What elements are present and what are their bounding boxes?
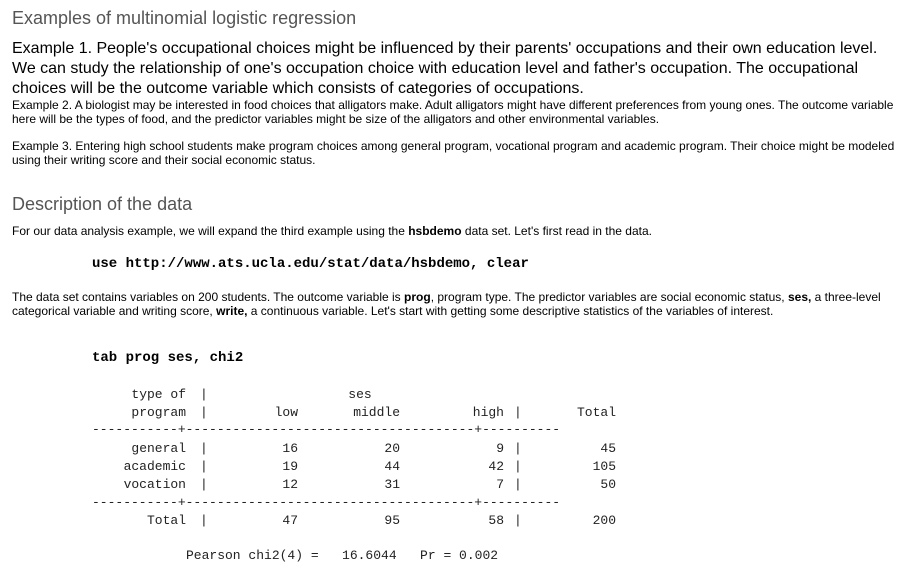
cell-academic-middle: 44 (384, 459, 400, 474)
section-heading: Description of the data (12, 194, 193, 214)
var-ses: ses, (787, 290, 812, 304)
example-2-text: Example 2. A biologist may be interested in food choices that alligators make. Adult alligators might have different preferences from young ones. The outcome variable here will be the types of food, and the predictor variables might be size of the alligators and other environmental variables. (12, 98, 894, 126)
cell-general-high: 9 (496, 441, 504, 456)
header-separator: -----------+-------------------------------------+---------- (92, 422, 561, 437)
page-heading: Examples of multinomial logistic regression (12, 8, 357, 28)
var-prog: prog (404, 290, 431, 304)
row-label-general: general (131, 441, 186, 456)
pearson-chi2-result: Pearson chi2(4) = 16.6044 Pr = 0.002 (186, 548, 499, 563)
cell-academic-low: 19 (282, 459, 298, 474)
col-header-total: Total (576, 405, 616, 420)
vbar: | (200, 477, 208, 492)
cell-general-middle: 20 (384, 441, 400, 456)
cell-vocation-middle: 31 (384, 477, 400, 492)
intro-paragraph (12, 224, 904, 238)
cell-total-middle: 95 (384, 513, 400, 528)
tab-command: tab prog ses, chi2 (92, 350, 244, 366)
use-command: use http://www.ats.ucla.edu/stat/data/hsbdemo, clear (92, 256, 529, 272)
vbar: | (200, 441, 208, 456)
vbar: | (514, 405, 522, 420)
desc-text-3: a three-level categorical variable and writing score, (12, 290, 881, 318)
intro-text-post: data set. Let's first read in the data. (461, 224, 652, 238)
vbar: | (200, 459, 208, 474)
cell-general-low: 16 (282, 441, 298, 456)
row-label-academic: academic (123, 459, 186, 474)
column-group-label: ses (348, 387, 372, 402)
cell-general-total: 45 (600, 441, 616, 456)
desc-text-1: The data set contains variables on 200 students. The outcome variable is (12, 290, 405, 304)
col-header-middle: middle (353, 405, 400, 420)
intro-text-pre: For our data analysis example, we will expand the third example using the (12, 224, 409, 238)
cell-academic-total: 105 (592, 459, 616, 474)
row-label-vocation: vocation (123, 477, 186, 492)
cell-vocation-total: 50 (600, 477, 616, 492)
vbar: | (514, 441, 522, 456)
cell-total-total: 200 (592, 513, 616, 528)
row-header-line2: program (131, 405, 186, 420)
vbar: | (514, 459, 522, 474)
data-description (12, 290, 904, 318)
cell-vocation-low: 12 (282, 477, 298, 492)
col-header-high: high (472, 405, 504, 420)
vbar: | (514, 513, 522, 528)
cell-vocation-high: 7 (496, 477, 504, 492)
desc-text-2: , program type. The predictor variables are social economic status, (430, 290, 788, 304)
row-header-line1: type of (131, 387, 186, 402)
vbar: | (514, 477, 522, 492)
crosstab-table (92, 385, 652, 533)
var-write: write, (216, 304, 248, 318)
vbar: | (200, 405, 208, 420)
cell-total-high: 58 (488, 513, 504, 528)
vbar: | (200, 513, 208, 528)
dataset-name: hsbdemo (408, 224, 462, 238)
desc-text-4: a continuous variable. Let's start with getting some descriptive statistics of the variables of interest. (247, 304, 774, 318)
cell-total-low: 47 (282, 513, 298, 528)
total-separator: -----------+-------------------------------------+---------- (92, 495, 561, 510)
vbar: | (200, 387, 208, 402)
cell-academic-high: 42 (488, 459, 504, 474)
example-1-text: Example 1. People's occupational choices might be influenced by their parents' occupations and their own education level. We can study the relationship of one's occupation choice with education level and father's occupation. The occupational choices will be the outcome variable which consists of categories of occupations. (12, 40, 878, 97)
example-3-text: Example 3. Entering high school students make program choices among general program, vocational program and academic program. Their choice might be modeled using their writing score and their social economic status. (12, 139, 895, 167)
col-header-low: low (274, 405, 298, 420)
row-label-total: Total (146, 513, 186, 528)
